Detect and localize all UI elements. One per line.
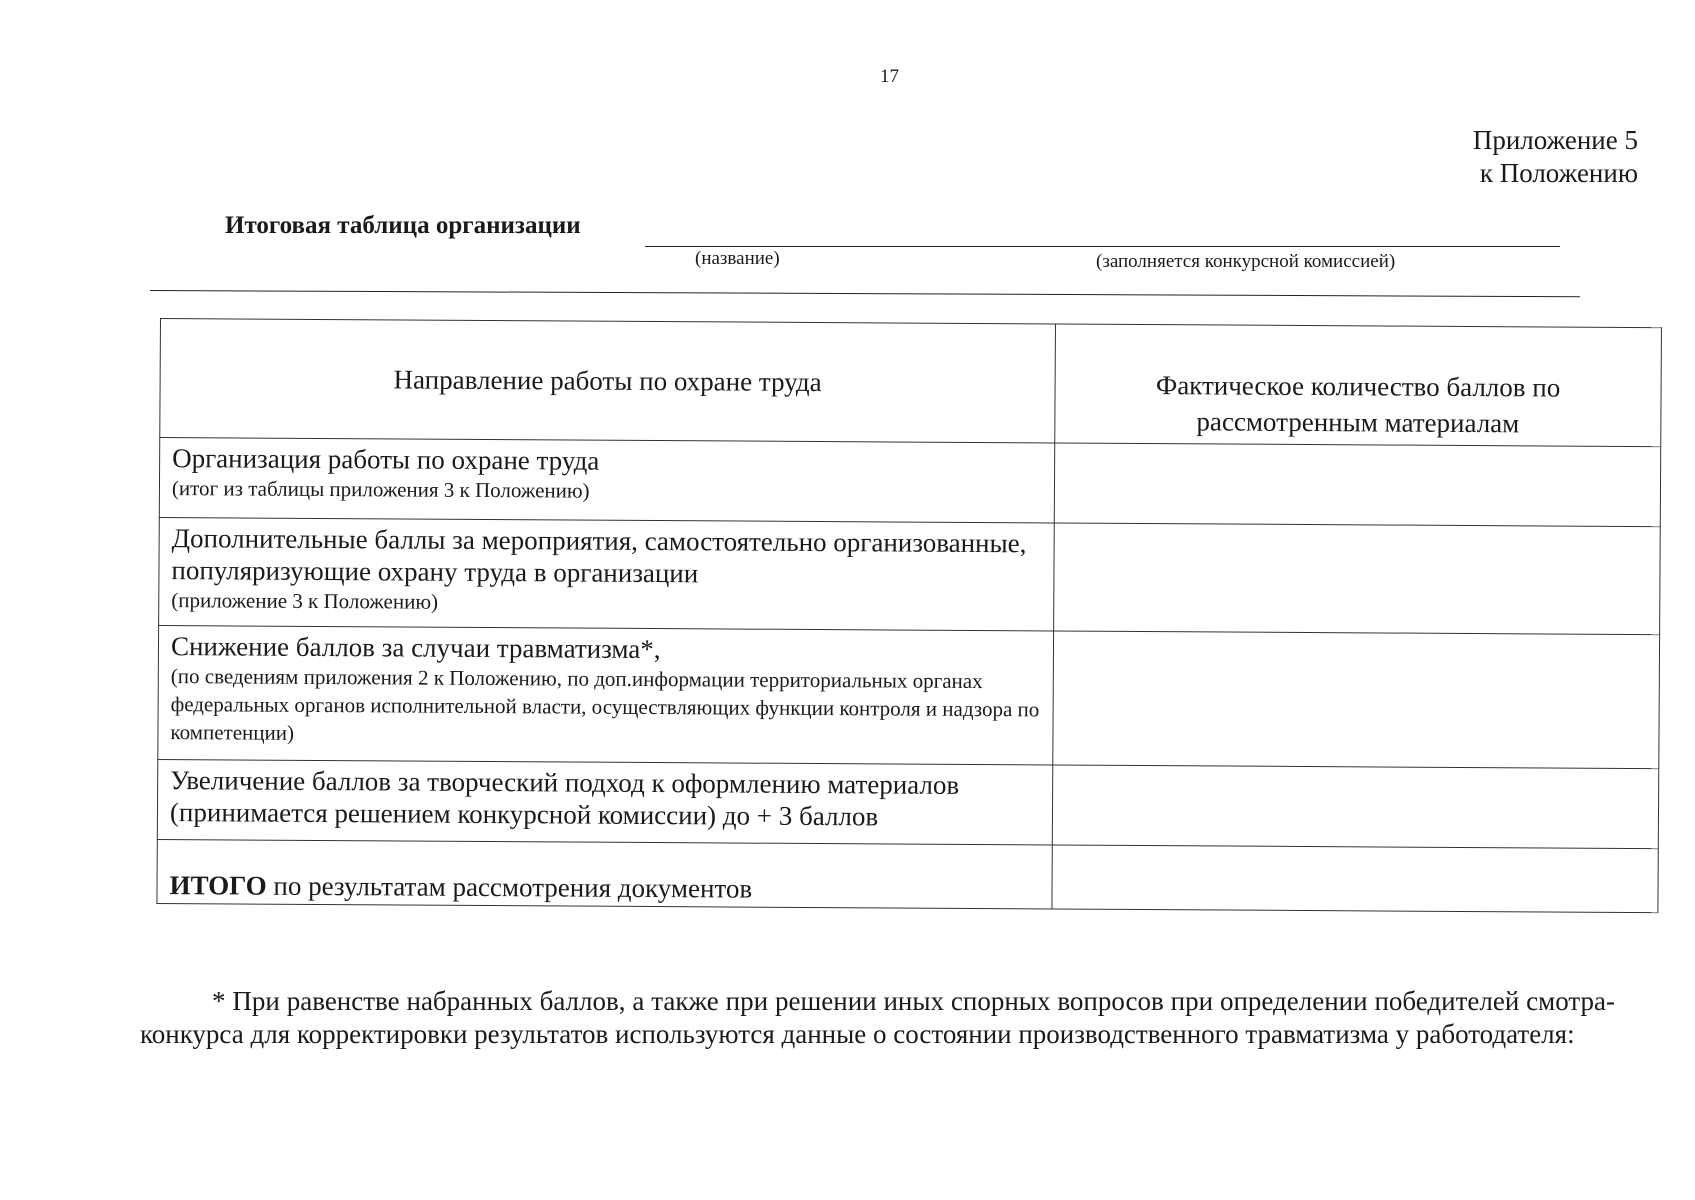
- row-label: [158, 625, 1054, 764]
- row-main-text: Организация работы по охране труда: [172, 443, 600, 476]
- header-direction: Направление работы по охране труда: [160, 319, 1056, 443]
- table-row: [157, 759, 1658, 848]
- row-sub-text: (приложение 3 к Положению): [171, 588, 439, 614]
- row-main-text: Увеличение баллов за творческий подход к оформлению материалов (принимается решением конкурсной комиссии) до + 3 баллов: [169, 765, 960, 832]
- row-label: [159, 438, 1054, 523]
- row-sub-text: (итог из таблицы приложения 3 к Положению): [171, 476, 590, 503]
- score-table: [156, 318, 1662, 913]
- row-label: [157, 759, 1052, 844]
- total-label: [157, 839, 1052, 908]
- page-number: 17: [880, 66, 899, 87]
- score-cell: [1052, 765, 1658, 849]
- row-main-text: Снижение баллов за случаи травматизма*,: [170, 631, 661, 665]
- footnote: * При равенстве набранных баллов, а также при решении иных спорных вопросов при определении победителей смотра-конкурса для корректировки результатов используются данные о состоянии производственного травматизма у работодателя:: [140, 986, 1615, 1049]
- row-label: [159, 517, 1055, 630]
- page-title: Итоговая таблица организации: [225, 212, 581, 239]
- appendix-reference: [1473, 124, 1638, 190]
- table-row: [159, 517, 1661, 634]
- total-rest-text: по результатам рассмотрения документов: [266, 870, 753, 904]
- row-sub-text: (по сведениям приложения 2 к Положению, по доп.информации территориальных органах федеральных органов исполнительной власти, осуществляющих функции контроля и надзора по компетенции): [170, 664, 1040, 745]
- appendix-line-2: к Положению: [1479, 158, 1638, 188]
- appendix-line-1: Приложение 5: [1472, 125, 1638, 155]
- caption-commission: (заполняется конкурсной комиссией): [1096, 251, 1396, 272]
- total-score-cell: [1052, 845, 1658, 913]
- table-total-row: [157, 839, 1658, 912]
- score-cell: [1054, 443, 1660, 527]
- organization-name-line: [645, 246, 1560, 247]
- table-row: [158, 625, 1660, 768]
- score-cell: [1054, 523, 1661, 635]
- divider-line: [150, 290, 1580, 297]
- title-row: [225, 212, 1555, 252]
- caption-name: (название): [695, 248, 780, 269]
- row-main-text: Дополнительные баллы за мероприятия, самостоятельно организованные, популяризующие охрану труда в организации: [171, 523, 1027, 589]
- total-bold-word: ИТОГО: [169, 870, 267, 901]
- table-row: [159, 438, 1660, 527]
- score-cell: [1053, 631, 1660, 769]
- table-header-row: [160, 319, 1662, 447]
- header-score: Фактическое количество баллов по рассмотренным материалам: [1055, 324, 1662, 447]
